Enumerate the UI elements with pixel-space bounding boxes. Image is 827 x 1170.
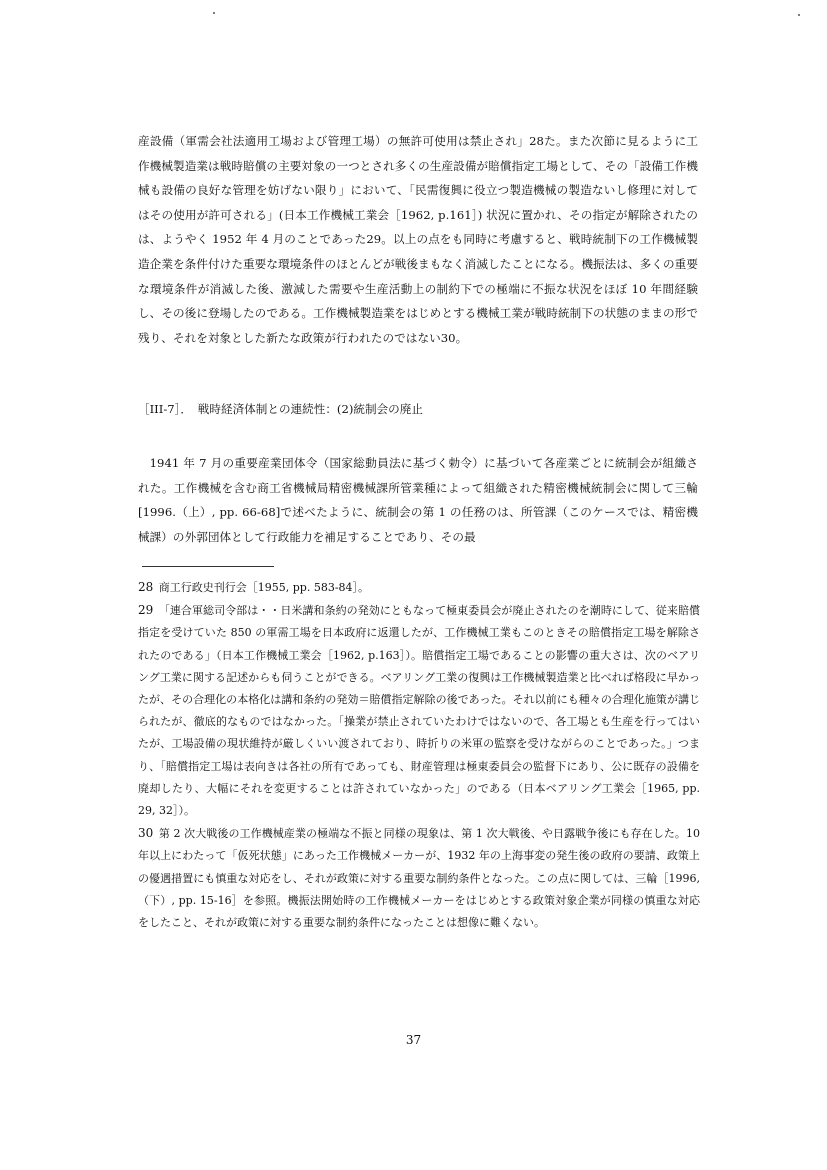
paragraph-2 (138, 451, 698, 549)
paragraph-2-text: 1941 年 7 月の重要産業団体令（国家総動員法に基づく勅令）に基づいて各産業ごとに統制会が組織された。工作機械を含む商工省機械局精密機械課所管業種によって組織された精密機械統制会に関して三輪[1996.（上）, pp. 66-68]で述べたように、統制会の第 1 の任務のは、所管課（このケースでは、精密機械課）の外郭団体として行政能力を補足することであり、その最 (138, 456, 698, 544)
footnote-text: 「連合軍総司令部は・・日米講和条約の発効にともなって極東委員会が廃止されたのを潮時にして、従来賠償指定を受けていた 850 の軍需工場を日本政府に返還したが、工作機械工業もこのときその賠償指定工場を解除されたのである」（日本工作機械工業会［1962, p.163］）。賠償指定工場であることの影響の重大さは、次のベアリング工業に関する記述からも伺うことができる。ベアリング工業の復興は工作機械製造業と比べれば格段に早かったが、その合理化の本格化は講和条約の発効＝賠償指定解除の後であった。それ以前にも種々の合理化施策が講じられたが、徹底的なものではなかった。「操業が禁止されていたわけではないので、各工場とも生産を行ってはいたが、工場設備の現状維持が厳しくいい渡されており、時折りの米軍の監察を受けながらのことであった。」つまり、「賠償指定工場は表向きは各社の所有であっても、財産管理は極東委員会の監督下にあり、公に既存の設備を廃却したり、大幅にそれを変更することは許されていなかった」のである（日本ベアリング工業会［1965, pp. 29, 32］）。 (138, 604, 700, 818)
footnote-text: 第 2 次大戦後の工作機械産業の極端な不振と同様の現象は、第 1 次大戦後、や日露戦争後にも存在した。10 年以上にわたって「仮死状態」にあった工作機械メーカーが、1932 年の上海事変の発生後の政府の要請、政策上の優遇措置にも慎重な対応をし、それが政策に対する重要な制約条件となった。この点に関しては、三輪［1996,（下）, pp. 15-16］を参照。機振法開始時の工作機械メーカーをはじめとする政策対象企業が同様の慎重な対応をしたこと、それが政策に対する重要な制約条件になったことは想像に難くない。 (138, 827, 701, 930)
page-number: 37 (405, 1033, 422, 1047)
footnote-30 (138, 822, 700, 934)
footnote-text: 商工行政史刊行会［1955, pp. 583-84］。 (158, 581, 370, 594)
footnote-number: 29 (138, 603, 154, 618)
paragraph-1-text: 産設備（軍需会社法適用工場および管理工場）の無許可使用は禁止され」28た。また次節に見るように工作機械製造業は戦時賠償の主要対象の一つとされ多くの生産設備が賠償指定工場として、その「設備工作機械も設備の良好な管理を妨げない限り」において、「民需復興に役立つ製造機械の製造ないし修理に対してはその使用が許可される」(日本工作機械工業会［1962, p.161］) 状況に置かれ、その指定が解除されたのは、ようやく 1952 年 4 月のことであった29。以上の点をも同時に考慮すると、戦時統制下の工作機械製造企業を条件付けた重要な環境条件のほとんどが戦後まもなく消滅したことになる。機振法は、多くの重要な環境条件が消滅した後、激減した需要や生産活動上の制約下での極端に不振な状況をほぼ 10 年間経験し、その後に登場したのである。工作機械製造業をはじめとする機械工業が戦時統制下の状態のままの形で残り、それを対象とした新たな政策が行われたのではない30。 (138, 134, 698, 345)
footnote-28 (138, 576, 700, 599)
footnotes (138, 576, 700, 934)
scan-speck (798, 14, 800, 16)
section-heading: ［III-7］． 戦時経済体制との連続性：(2)統制会の廃止 (138, 402, 423, 416)
footnote-divider (142, 566, 274, 567)
scan-speck (213, 12, 215, 14)
footnote-number: 30 (138, 826, 154, 841)
footnote-number: 28 (138, 580, 154, 594)
paragraph-1 (138, 129, 698, 350)
footnote-29 (138, 599, 700, 822)
